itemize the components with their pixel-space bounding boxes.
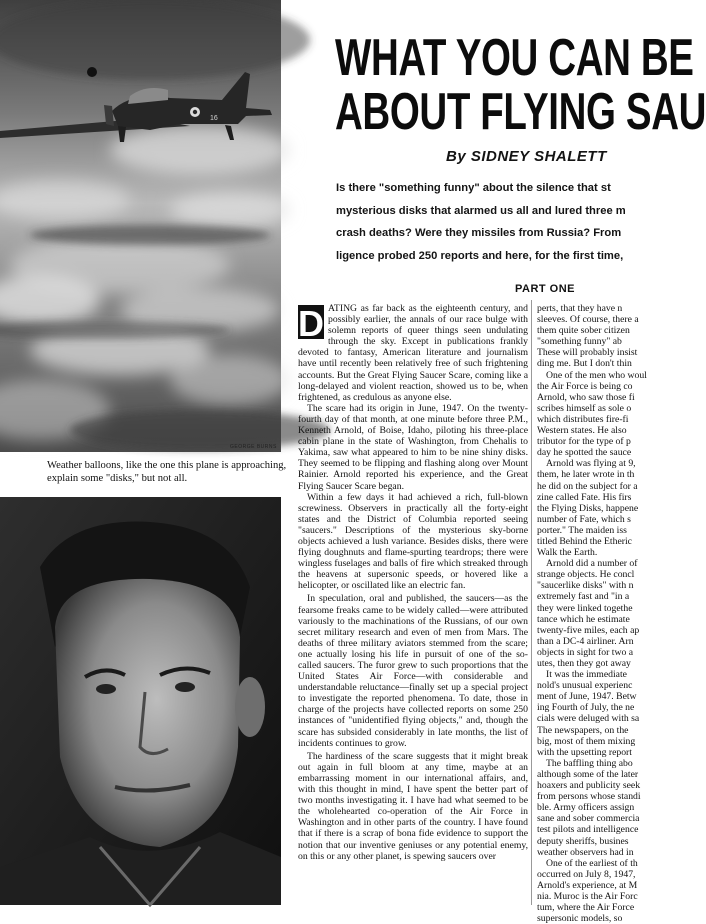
article-line: These will probably insist	[537, 347, 638, 359]
article-line: One of the earliest of th	[546, 857, 638, 869]
article-line: "something funny" ab	[537, 336, 622, 348]
deck-line: Is there "something funny" about the silence that st	[336, 182, 611, 194]
article-line: titled Behind the Etheric	[537, 535, 632, 547]
article-line: he did on the subject for a	[537, 480, 638, 492]
column-rule	[531, 300, 532, 905]
article-line: utes, then they got away	[537, 658, 631, 669]
deck-line: mysterious disks that alarmed us all and lured three m	[336, 204, 626, 217]
headline-line-2: ABOUT FLYING SAU	[335, 83, 706, 141]
headline-line-1: WHAT YOU CAN BE	[335, 29, 694, 87]
article-line: ing Fourth of July, the ne	[537, 702, 635, 714]
photo-credit: GEORGE BURNS	[230, 444, 277, 450]
article-paragraph: In speculation, oral and published, the saucers—as the fearsome freaks came to be widely called—were attributed variously to the machinations of the Russians, of our own secret military research and even of men from Mars. The deaths of three military aviators stemmed from the scare; one actually losing his life in pursuit of one of the so-called saucers. The furor grew to such proportions that the United States Air Force—with considerable and understandable reluctance—finally set up a special project to investigate the reported phenomena. To date, those in charge of the projects have collected reports on some 250 instances of "unidentified flying objects," and, though the scare has subsided considerably in late months, the list of incidents continues to grow.	[298, 593, 528, 749]
article-line: sane and sober commercia	[537, 813, 640, 825]
article-line: ment of June, 1947. Betw	[537, 691, 637, 703]
article-line: supersonic models, so	[537, 913, 623, 924]
article-line: weather observers had in	[537, 846, 634, 858]
article-line: It was the immediate	[546, 669, 627, 681]
article-line: One of the men who woul	[546, 369, 647, 381]
article-line: Western states. He also	[537, 425, 627, 437]
article-column-2	[537, 303, 660, 924]
article-line: test pilots and intelligence	[537, 824, 639, 836]
deck-line: crash deaths? Were they missiles from Russia? From	[336, 227, 622, 239]
airplane-photo	[0, 0, 281, 452]
weather-balloon	[87, 67, 97, 77]
article-line: number of Fate, which s	[537, 513, 631, 525]
article-line: scribes himself as sole o	[537, 402, 632, 414]
article-line: "saucerlike disks" with n	[537, 580, 634, 592]
article-line: Walk the Earth.	[537, 547, 598, 559]
portrait-illustration	[0, 497, 281, 905]
article-line: tributor for the type of p	[537, 436, 631, 448]
article-line: extremely fast and "in a	[537, 591, 630, 603]
article-line: with the upsetting report	[537, 746, 632, 758]
article-line: than a DC-4 airliner. Arn	[537, 635, 634, 647]
portrait-photo	[0, 497, 281, 905]
article-line: perts, that they have n	[537, 303, 623, 314]
article-line: Arnold, who saw those fi	[537, 391, 635, 403]
article-line: which distributes fire-fi	[537, 413, 629, 425]
article-line: the Air Force is being co	[537, 380, 633, 392]
article-line: day he spotted the sauce	[537, 447, 632, 459]
article-paragraph: The hardiness of the scare suggests that it might break out again in full bloom at any time, maybe at an embarrassing moment in our international affairs, and, with this thought in mind, I have spent the better part of two months investigating it. I have had what seemed to be the wholehearted co-operation of the Air Force in Washington and in other parts of the country. I have found that if there is a scrap of bona fide evidence to support the notion that our inventive geniuses or any potential enemy, on this or any other planet, is spewing saucers over	[298, 750, 528, 862]
article-line: them, he later wrote in th	[537, 469, 635, 481]
article-line: the Flying Disks, happene	[537, 502, 639, 514]
airplane-illustration	[0, 0, 281, 452]
article-line: strange objects. He concl	[537, 569, 635, 581]
article-line: Arnold did a number of	[546, 558, 638, 570]
article-line: objects in sight for two a	[537, 646, 634, 658]
deck-line: ligence probed 250 reports and here, for the first time,	[336, 249, 624, 262]
part-label: PART ONE	[515, 283, 576, 295]
article-line: nia. Muroc is the Air Forc	[537, 890, 638, 902]
deck	[336, 177, 626, 267]
article-line: from persons whose standi	[537, 791, 641, 803]
photo-caption: Weather balloons, like the one this plane is approaching, explain some "disks," but not all.	[47, 460, 287, 484]
article-column-1	[298, 303, 528, 905]
article-line: The baffling thing abo	[546, 757, 633, 769]
article-line: Arnold's experience, at M	[537, 879, 638, 891]
svg-text:16: 16	[210, 115, 218, 122]
article-line: twenty-five miles, each ap	[537, 624, 640, 636]
article-paragraph: ATING as far back as the eighteenth century, and possibly earlier, the annals of our race bulge with solemn reports of queer things seen undulating through the sky. Except in publications frankly devoted to fantasy, American literature and journalism have until recently been relatively free of such frightening accounts. But the Great Flying Saucer Scare, coming like a long-delayed and violent reaction, showed us to be, when frightened, as credulous as anyone else.	[298, 303, 528, 403]
article-line: deputy sheriffs, busines	[537, 835, 629, 847]
article-line: sleeves. Of course, there a	[537, 314, 639, 326]
article-line: them quite sober citizen	[537, 325, 630, 337]
article-line: although some of the later	[537, 768, 639, 780]
article-line: Arnold was flying at 9,	[546, 458, 636, 470]
article-line: occurred on July 8, 1947,	[537, 868, 636, 880]
article-line: tum, where the Air Force	[537, 902, 635, 914]
byline: By SIDNEY SHALETT	[446, 148, 607, 165]
article-line: they were linked togethe	[537, 602, 633, 614]
article-line: porter." The maiden iss	[537, 524, 627, 536]
article-paragraph: Within a few days it had achieved a rich, full-blown screwiness. Observers in practically all the forty-eight states and the District of Columbia reported seeing "saucers." Descriptions of the mysterious sky-borne objects achieved a lush variance. Besides disks, there were flying doughnuts and flame-spurting teardrops; there were wingless fuselages and balls of fire which streaked through the heavens at supersonic speeds, or hovered like a helicopter, or oscillated like an electric fan.	[298, 491, 528, 592]
article-line: zine called Fate. His firs	[537, 491, 632, 503]
article-paragraph: The scare had its origin in June, 1947. On the twenty-fourth day of that month, at one minute before three P.M., Kenneth Arnold, of Boise, Idaho, piloting his three-place cabin plane in the state of Washington, from Chehalis to Yakima, saw what appeared to him to be nine shiny disks. They seemed to be flipping and flashing along over Mount Rainier. Arnold reported his experience, and the Great Flying Saucer Scare began.	[298, 402, 528, 492]
article-line: tance which he estimate	[537, 613, 630, 625]
article-line: ding me. But I don't thin	[537, 358, 632, 370]
article-line: nold's unusual experienc	[537, 680, 633, 692]
article-line: The newspapers, on the	[537, 724, 629, 736]
article-line: big, most of them mixing	[537, 735, 636, 747]
article-line: ble. Army officers assign	[537, 802, 635, 814]
drop-cap: D	[298, 303, 324, 344]
article-line: hoaxers and publicity seek	[537, 780, 641, 792]
article-line: cials were deluged with sa	[537, 713, 640, 725]
